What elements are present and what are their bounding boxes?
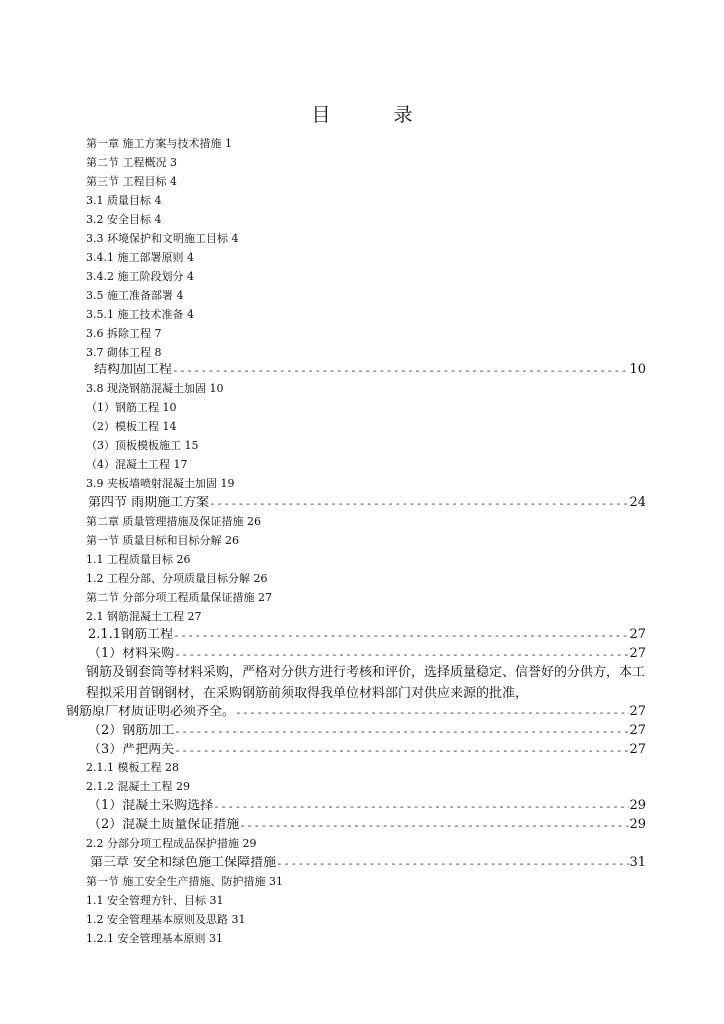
toc-entry-dotted[interactable] — [90, 856, 646, 869]
toc-entry[interactable]: 1.1 工程质量目标 26 — [86, 553, 191, 566]
toc-entry-dotted[interactable] — [66, 705, 646, 718]
leader-dots — [239, 820, 629, 831]
toc-entry[interactable]: 2.2 分部分项工程成品保护措施 29 — [86, 837, 257, 850]
toc-page-number: 29 — [629, 818, 646, 831]
toc-entry-dotted[interactable] — [88, 799, 646, 812]
toc-entry-dotted[interactable] — [88, 628, 646, 641]
toc-page-number: 27 — [629, 705, 646, 718]
leader-dots — [209, 498, 629, 509]
toc-entry[interactable]: 3.4.2 施工阶段划分 4 — [86, 270, 194, 283]
toc-entry[interactable]: 第一章 施工方案与技术措施 1 — [86, 137, 232, 150]
toc-entry-dotted[interactable] — [88, 818, 646, 831]
toc-entry[interactable]: 1.2 安全管理基本原则及思路 31 — [86, 913, 246, 926]
toc-entry-dotted[interactable] — [88, 743, 646, 756]
toc-page-number: 31 — [629, 856, 646, 869]
toc-entry[interactable]: 1.2 工程分部、分项质量目标分解 26 — [86, 572, 268, 585]
toc-entry-label: 第三章 安全和绿色施工保障措施 — [90, 856, 277, 869]
toc-entry[interactable]: 3.2 安全目标 4 — [86, 213, 162, 226]
leader-dots — [174, 745, 629, 756]
toc-entry-label: 2.1.1钢筋工程 — [88, 628, 174, 641]
leader-dots — [235, 707, 629, 718]
toc-entry[interactable]: 2.1.1 模板工程 28 — [86, 761, 179, 774]
toc-entry[interactable]: 3.8 现浇钢筋混凝土加固 10 — [86, 382, 224, 395]
toc-entry-dotted[interactable] — [88, 724, 646, 737]
toc-entry-dotted[interactable] — [88, 496, 646, 509]
toc-entry[interactable]: 第三节 工程目标 4 — [86, 175, 177, 188]
page-title: 目 录 — [311, 104, 435, 126]
leader-dots — [213, 801, 629, 812]
toc-page-number: 10 — [629, 363, 646, 376]
toc-entry-label: 结构加固工程 — [94, 363, 173, 376]
toc-page-number: 27 — [629, 628, 646, 641]
toc-entry-label: （2）钢筋加工 — [88, 724, 175, 737]
toc-page-number: 27 — [629, 647, 646, 660]
toc-entry-dotted[interactable] — [94, 363, 646, 376]
toc-entry[interactable]: 3.5.1 施工技术准备 4 — [86, 308, 194, 321]
leader-dots — [174, 649, 629, 660]
toc-entry[interactable]: （4）混凝土工程 17 — [86, 458, 188, 471]
toc-entry[interactable]: 第二节 工程概况 3 — [86, 156, 177, 169]
toc-entry[interactable]: 3.3 环境保护和文明施工目标 4 — [86, 232, 239, 245]
toc-entry[interactable]: 3.5 施工准备部署 4 — [86, 289, 184, 302]
body-paragraph: 钢筋及钢套筒等材料采购，严格对分供方进行考核和评价，选择质量稳定、信誉好的分供方，本工程拟采用首钢钢材，在采购钢筋前须取得我单位材料部门对供应来源的批准， — [86, 665, 646, 701]
toc-entry[interactable]: 2.1.2 混凝土工程 29 — [86, 780, 190, 793]
toc-entry[interactable]: 3.4.1 施工部署原则 4 — [86, 251, 194, 264]
toc-entry[interactable]: 第一节 质量目标和目标分解 26 — [86, 534, 239, 547]
toc-entry[interactable]: 1.2.1 安全管理基本原则 31 — [86, 932, 223, 945]
toc-page-number: 27 — [629, 724, 646, 737]
toc-entry[interactable]: 2.1 钢筋混凝土工程 27 — [86, 610, 202, 623]
toc-entry[interactable]: 3.6 拆除工程 7 — [86, 327, 162, 340]
toc-entry[interactable]: （1）钢筋工程 10 — [86, 401, 177, 414]
toc-page-number: 27 — [629, 743, 646, 756]
leader-dots — [276, 858, 629, 869]
toc-entry-dotted[interactable] — [88, 647, 646, 660]
toc-entry[interactable]: 第一节 施工安全生产措施、防护措施 31 — [86, 875, 283, 888]
toc-entry[interactable]: 3.7 砌体工程 8 — [86, 346, 162, 359]
toc-entry-label: （2）混凝土质量保证措施 — [88, 818, 240, 831]
toc-entry[interactable]: （3）顶板模板施工 15 — [86, 439, 199, 452]
toc-page-number: 24 — [629, 496, 646, 509]
leader-dots — [172, 365, 629, 376]
toc-entry[interactable]: （2）模板工程 14 — [86, 420, 177, 433]
toc-entry[interactable]: 1.1 安全管理方针、目标 31 — [86, 894, 224, 907]
toc-entry-label: （1）混凝土采购选择 — [88, 799, 214, 812]
leader-dots — [174, 726, 629, 737]
toc-entry-label: 钢筋原厂材质证明必须齐全。 — [66, 705, 236, 718]
toc-entry[interactable]: 第二章 质量管理措施及保证措施 26 — [86, 515, 261, 528]
toc-entry[interactable]: 第二节 分部分项工程质量保证措施 27 — [86, 591, 272, 604]
leader-dots — [173, 630, 629, 641]
toc-entry-label: 第四节 雨期施工方案 — [88, 496, 210, 509]
toc-entry[interactable]: 3.9 夹板墙喷射混凝土加固 19 — [86, 477, 235, 490]
toc-entry-label: （1）材料采购 — [88, 647, 175, 660]
toc-page-number: 29 — [629, 799, 646, 812]
toc-entry-label: （3）严把两关 — [88, 743, 175, 756]
toc-entry[interactable]: 3.1 质量目标 4 — [86, 194, 162, 207]
